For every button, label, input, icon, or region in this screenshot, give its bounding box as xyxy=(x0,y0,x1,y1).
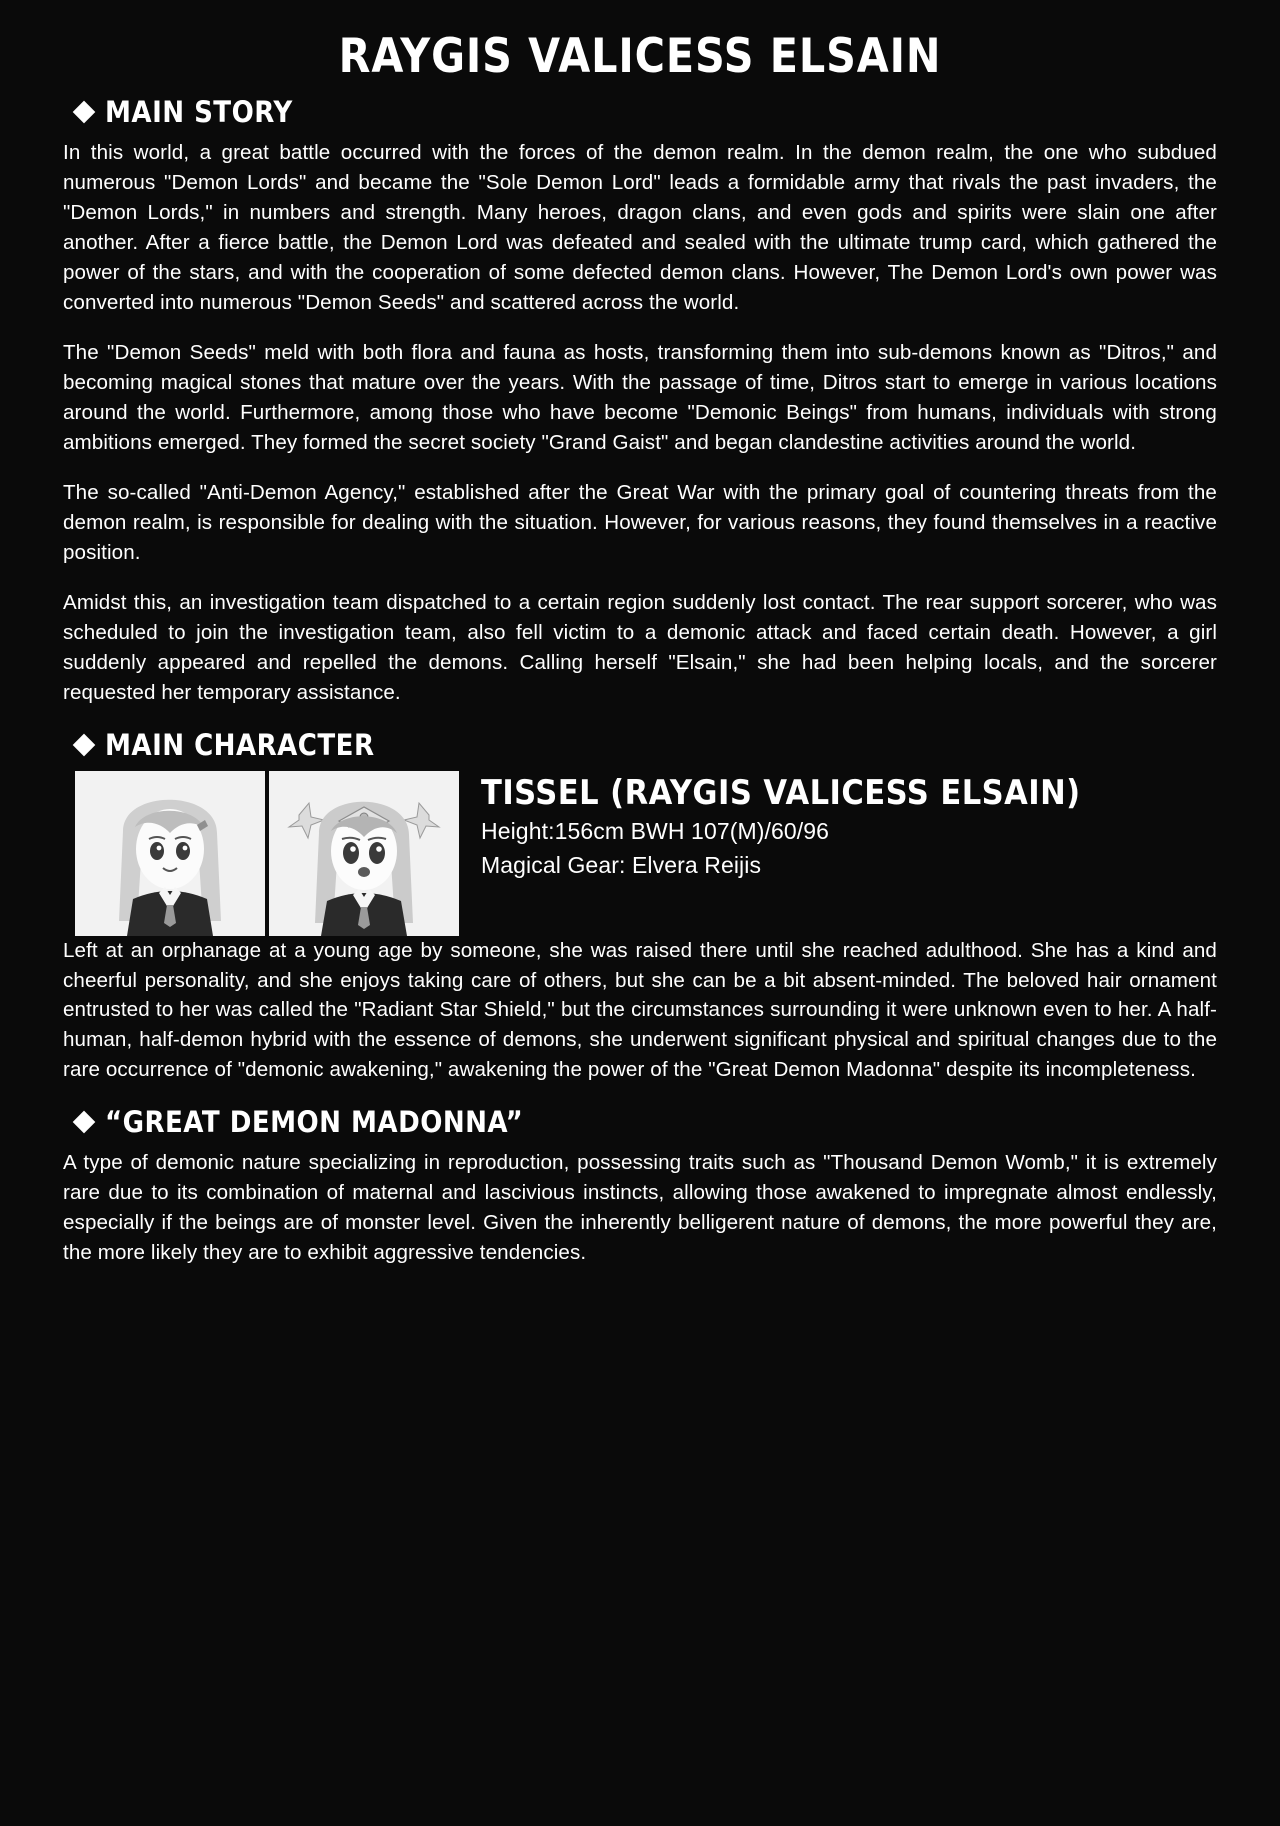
portrait-awakened-tiara-image xyxy=(269,771,459,936)
page-title: RAYGIS VALICESS ELSAIN xyxy=(338,29,942,84)
character-info xyxy=(481,771,1147,881)
diamond-bullet-icon xyxy=(73,101,96,124)
character-height-stats: Height:156cm BWH 107(M)/60/96 xyxy=(481,817,830,844)
character-block xyxy=(63,771,1217,936)
main-story-paragraph-1: In this world, a great battle occurred with the forces of the demon realm. In the demon realm, the one who subdued numerous "Demon Lords" and became the "Sole Demon Lord" leads a formidable army that rivals the past invaders, the "Demon Lords," in numbers and strength. Many heroes, dragon clans, and even gods and spirits were slain one after another. After a fierce battle, the Demon Lord was defeated and sealed with the ultimate trump card, which gathered the power of the stars, and with the cooperation of some defected demon clans. However, The Demon Lord's own power was converted into numerous "Demon Seeds" and scattered across the world. xyxy=(63,141,1217,315)
main-story-paragraph-2: The "Demon Seeds" meld with both flora and fauna as hosts, transforming them into sub-demons known as "Ditros," and becoming magical stones that mature over the years. With the passage of time, Ditros start to emerge in various locations around the world. Furthermore, among those who have become "Demonic Beings" from humans, individuals with strong ambitions emerged. They formed the secret society "Grand Gaist" and began clandestine activities around the world. xyxy=(63,341,1217,454)
character-magical-gear: Magical Gear: Elvera Reijis xyxy=(481,852,762,879)
main-story-paragraph-4: Amidst this, an investigation team dispatched to a certain region suddenly lost contact. The rear support sorcerer, who was scheduled to join the investigation team, also fell victim to a demonic attack and faced certain death. However, a girl suddenly appeared and repelled the demons. Calling herself "Elsain," she had been helping locals, and the sorcerer requested her temporary assistance. xyxy=(63,590,1217,704)
character-name: TISSEL (RAYGIS VALICESS ELSAIN) xyxy=(481,772,1081,813)
section-label-main-story: MAIN STORY xyxy=(105,95,293,130)
section-header-main-character xyxy=(63,728,1217,762)
great-demon-madonna-paragraph: A type of demonic nature specializing in reproduction, possessing traits such as "Thousand Demon Womb," it is extremely rare due to its combination of maternal and lascivious instincts, allowing those awakened to impregnate almost endlessly, especially if the beings are of monster level. Given the inherently belligerent nature of demons, the more powerful they are, the more likely they are to exhibit aggressive tendencies. xyxy=(63,1151,1217,1265)
character-portraits xyxy=(75,771,459,936)
section-header-great-demon-madonna xyxy=(63,1105,1217,1139)
section-label-great-demon-madonna: “GREAT DEMON MADONNA” xyxy=(105,1105,524,1140)
section-label-main-character: MAIN CHARACTER xyxy=(105,727,375,762)
section-header-main-story xyxy=(63,95,1217,129)
diamond-bullet-icon xyxy=(73,1111,96,1134)
diamond-bullet-icon xyxy=(73,733,96,756)
character-description: Left at an orphanage at a young age by someone, she was raised there until she reached adulthood. She has a kind and cheerful personality, and she enjoys taking care of others, but she can be a bit absent-minded. The beloved hair ornament entrusted to her was called the "Radiant Star Shield," but the circumstances surrounding it were unknown even to her. A half-human, half-demon hybrid with the essence of demons, she underwent significant physical and spiritual changes due to the rare occurrence of "demonic awakening," awakening the power of the "Great Demon Madonna" despite its incompleteness. xyxy=(63,938,1217,1082)
portrait-casual-smiling-image xyxy=(75,771,265,936)
main-story-paragraph-3: The so-called "Anti-Demon Agency," established after the Great War with the primary goal of countering threats from the demon realm, is responsible for dealing with the situation. However, for various reasons, they found themselves in a reactive position. xyxy=(63,480,1217,564)
